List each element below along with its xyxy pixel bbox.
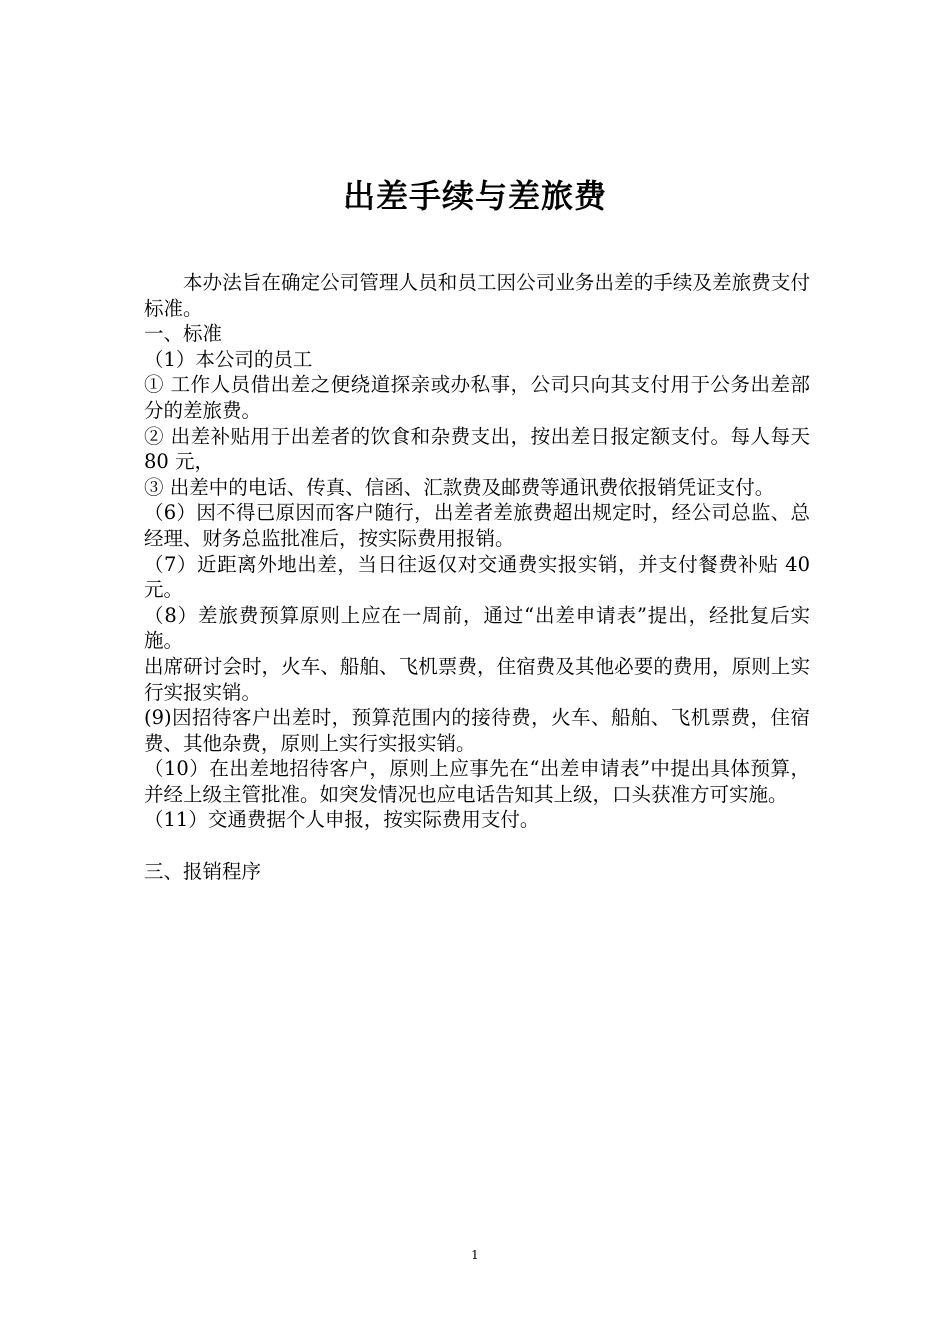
section-heading-standards: 一、标准 (144, 322, 223, 346)
rule-item-2: ② 出差补贴用于出差者的饮食和杂费支出，按出差日报定额支付。每人每天 80 元， (144, 424, 810, 474)
page-number: 1 (471, 1248, 479, 1262)
rule-item-7: （7）近距离外地出差，当日往返仅对交通费实报实销，并支付餐费补贴 40 元。 (144, 552, 810, 602)
section-heading-reimbursement: 三、报销程序 (144, 859, 262, 883)
document-body (144, 270, 810, 884)
blank-line (144, 833, 810, 859)
document-title: 出差手续与差旅费 (342, 177, 607, 215)
rule-item-6: （6）因不得已原因而客户随行，出差者差旅费超出规定时，经公司总监、总经理、财务总监批准后，按实际费用报销。 (144, 501, 810, 550)
subsection-employees: （1）本公司的员工 (144, 347, 313, 371)
rule-seminar: 出席研讨会时，火车、船舶、飞机票费，住宿费及其他必要的费用，原则上实行实报实销。 (144, 654, 810, 704)
rule-item-8: （8）差旅费预算原则上应在一周前，通过“出差申请表”提出，经批复后实施。 (144, 603, 810, 653)
intro-paragraph: 本办法旨在确定公司管理人员和员工因公司业务出差的手续及差旅费支付标准。 (144, 271, 810, 320)
rule-item-1: ① 工作人员借出差之便绕道探亲或办私事，公司只向其支付用于公务出差部分的差旅费。 (144, 373, 810, 422)
rule-item-3: ③ 出差中的电话、传真、信函、汇款费及邮费等通讯费依报销凭证支付。 (144, 475, 775, 499)
rule-item-11: （11）交通费据个人申报，按实际费用支付。 (144, 808, 540, 832)
rule-item-10: （10）在出差地招待客户，原则上应事先在“出差申请表”中提出具体预算，并经上级主管批准。如突发情况也应电话告知其上级，口头获准方可实施。 (144, 757, 810, 806)
rule-item-9: (9)因招待客户出差时，预算范围内的接待费，火车、船舶、飞机票费，住宿费、其他杂费，原则上实行实报实销。 (144, 706, 810, 755)
